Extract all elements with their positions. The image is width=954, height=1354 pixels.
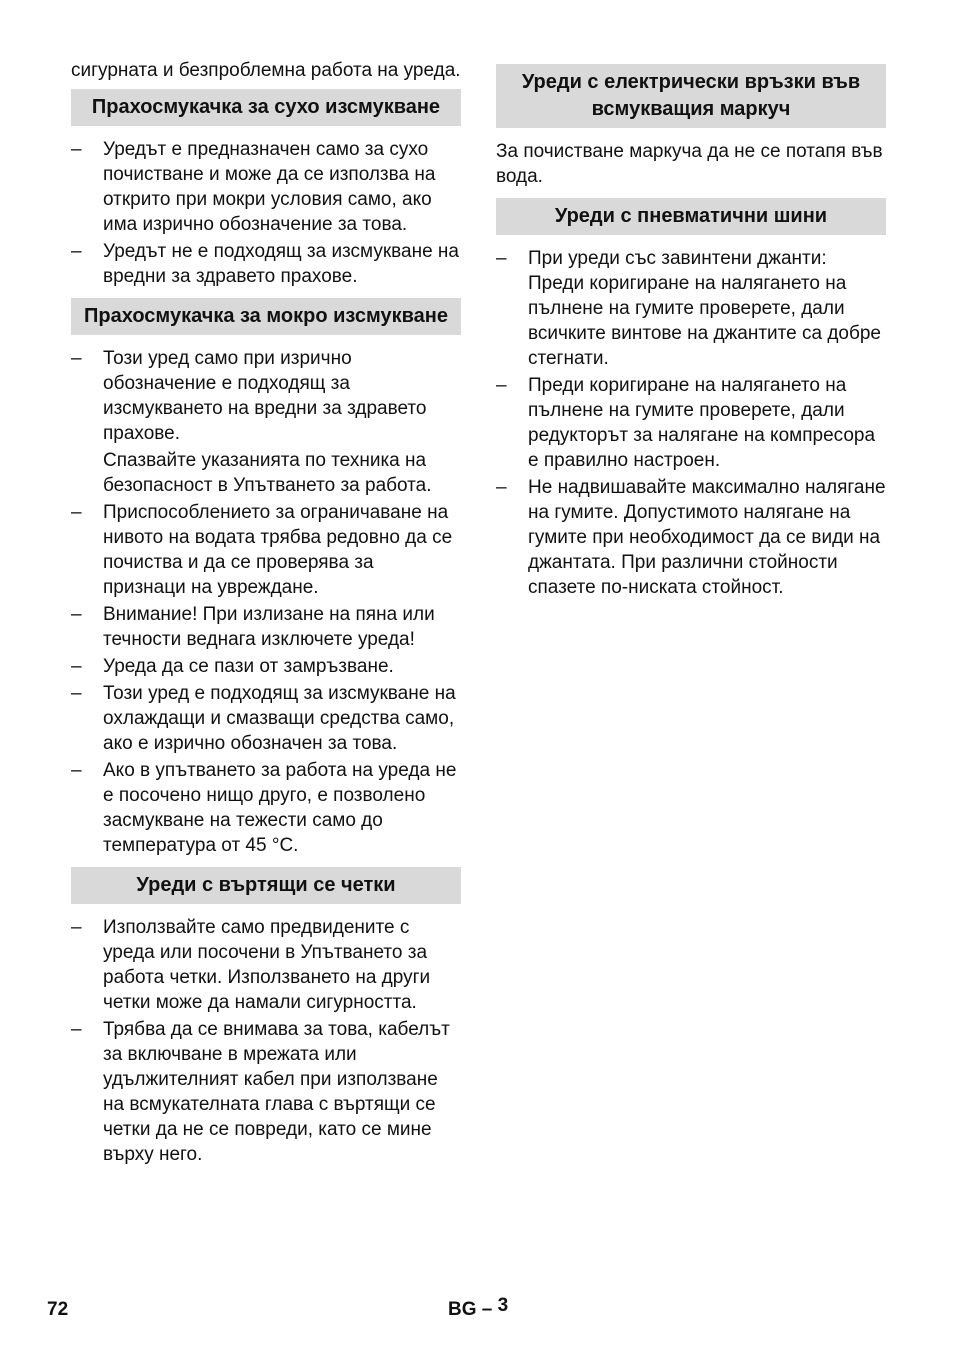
list-item-text: Уреда да се пази от замръзване.	[103, 656, 394, 677]
list-item	[71, 602, 461, 652]
list-item-text: Приспособлението за ограничаване на нивото на водата трябва редовно да се почиства и да се проверява за признаци на увреждане.	[103, 502, 453, 598]
dash-bullet: –	[71, 917, 82, 938]
rotating-brushes-list	[71, 915, 461, 1167]
dry-vacuum-list	[71, 137, 461, 289]
dash-bullet: –	[71, 656, 82, 677]
list-item-text: Преди коригиране на налягането на пълнене на гумите проверете, дали редукторът за налягане на компресора е правилно настроен.	[528, 375, 876, 471]
list-item	[496, 373, 886, 473]
list-item-text: Уредът е предназначен само за сухо почистване и може да се използва на открито при мокри условия само, ако има изрично обозначение за това.	[103, 139, 436, 235]
pneumatic-tyres-list	[496, 246, 886, 600]
page-number: 72	[47, 1299, 69, 1320]
heading-pneumatic-tyres: Уреди с пневматични шини	[496, 198, 886, 235]
dash-bullet: –	[71, 502, 82, 523]
dash-bullet: –	[71, 604, 82, 625]
heading-electrical-hose: Уреди с електрически връзки във всмукващия маркуч	[496, 64, 886, 128]
left-column	[71, 58, 461, 1169]
list-item	[71, 654, 461, 679]
dash-bullet: –	[71, 1019, 82, 1040]
dash-bullet: –	[71, 241, 82, 262]
dash-bullet: –	[71, 760, 82, 781]
heading-wet-vacuum: Прахосмукачка за мокро изсмукване	[71, 298, 461, 335]
dash-bullet: –	[496, 248, 507, 269]
language-code: BG –	[448, 1299, 493, 1320]
list-item	[496, 475, 886, 600]
heading-dry-vacuum: Прахосмукачка за сухо изсмукване	[71, 89, 461, 126]
list-item	[71, 915, 461, 1015]
section-code	[448, 1297, 508, 1322]
list-item-text: При уреди със завинтени джанти: Преди коригиране на налягането на пълнене на гумите проверете, дали всичките винтове на джантите са добре стегнати.	[528, 248, 881, 369]
dash-bullet: –	[496, 477, 507, 498]
list-item	[71, 681, 461, 756]
list-item	[71, 500, 461, 600]
list-item	[71, 1017, 461, 1167]
dash-bullet: –	[71, 348, 82, 369]
dash-bullet: –	[71, 139, 82, 160]
section-number: 3	[497, 1295, 509, 1316]
heading-rotating-brushes: Уреди с въртящи се четки	[71, 867, 461, 904]
right-column	[496, 64, 886, 602]
list-item	[496, 246, 886, 371]
list-item-note: Спазвайте указанията по техника на безопасност в Упътването за работа.	[103, 450, 432, 496]
list-item	[71, 239, 461, 289]
list-item	[71, 758, 461, 858]
list-item-text: Използвайте само предвидените с уреда или посочени в Упътването за работа четки. Използването на други четки може да намали сигурността.	[103, 917, 431, 1013]
list-item	[71, 346, 461, 446]
hose-paragraph: За почистване маркуча да не се потапя във вода.	[496, 141, 883, 187]
list-item-text: Този уред само при изрично обозначение е подходящ за изсмукването на вредни за здравето прахове.	[103, 348, 427, 444]
dash-bullet: –	[71, 683, 82, 704]
dash-bullet: –	[496, 375, 507, 396]
list-item-text: Внимание! При излизане на пяна или течности веднага изключете уреда!	[103, 604, 435, 650]
intro-paragraph: сигурната и безпроблемна работа на уреда.	[71, 60, 461, 81]
list-item-text: Този уред е подходящ за изсмукване на охлаждащи и смазващи средства само, ако е изрично обозначен за това.	[103, 683, 456, 754]
list-item-text: Ако в упътването за работа на уреда не е посочено нищо друго, е позволено засмукване на тежести само до температура от 45 °C.	[103, 760, 457, 856]
list-item-text: Не надвишавайте максимално налягане на гумите. Допустимото налягане на гумите при необходимост да се види на джантата. При различни стойности спазете по-ниската стойност.	[528, 477, 886, 598]
wet-vacuum-list	[71, 346, 461, 858]
list-item-text: Уредът не е подходящ за изсмукване на вредни за здравето прахове.	[103, 241, 459, 287]
list-item	[71, 137, 461, 237]
list-item-text: Трябва да се внимава за това, кабелът за включване в мрежата или удължителният кабел при използване на всмукателната глава с въртящи се четки да не се повреди, като се мине върху него.	[103, 1019, 450, 1165]
